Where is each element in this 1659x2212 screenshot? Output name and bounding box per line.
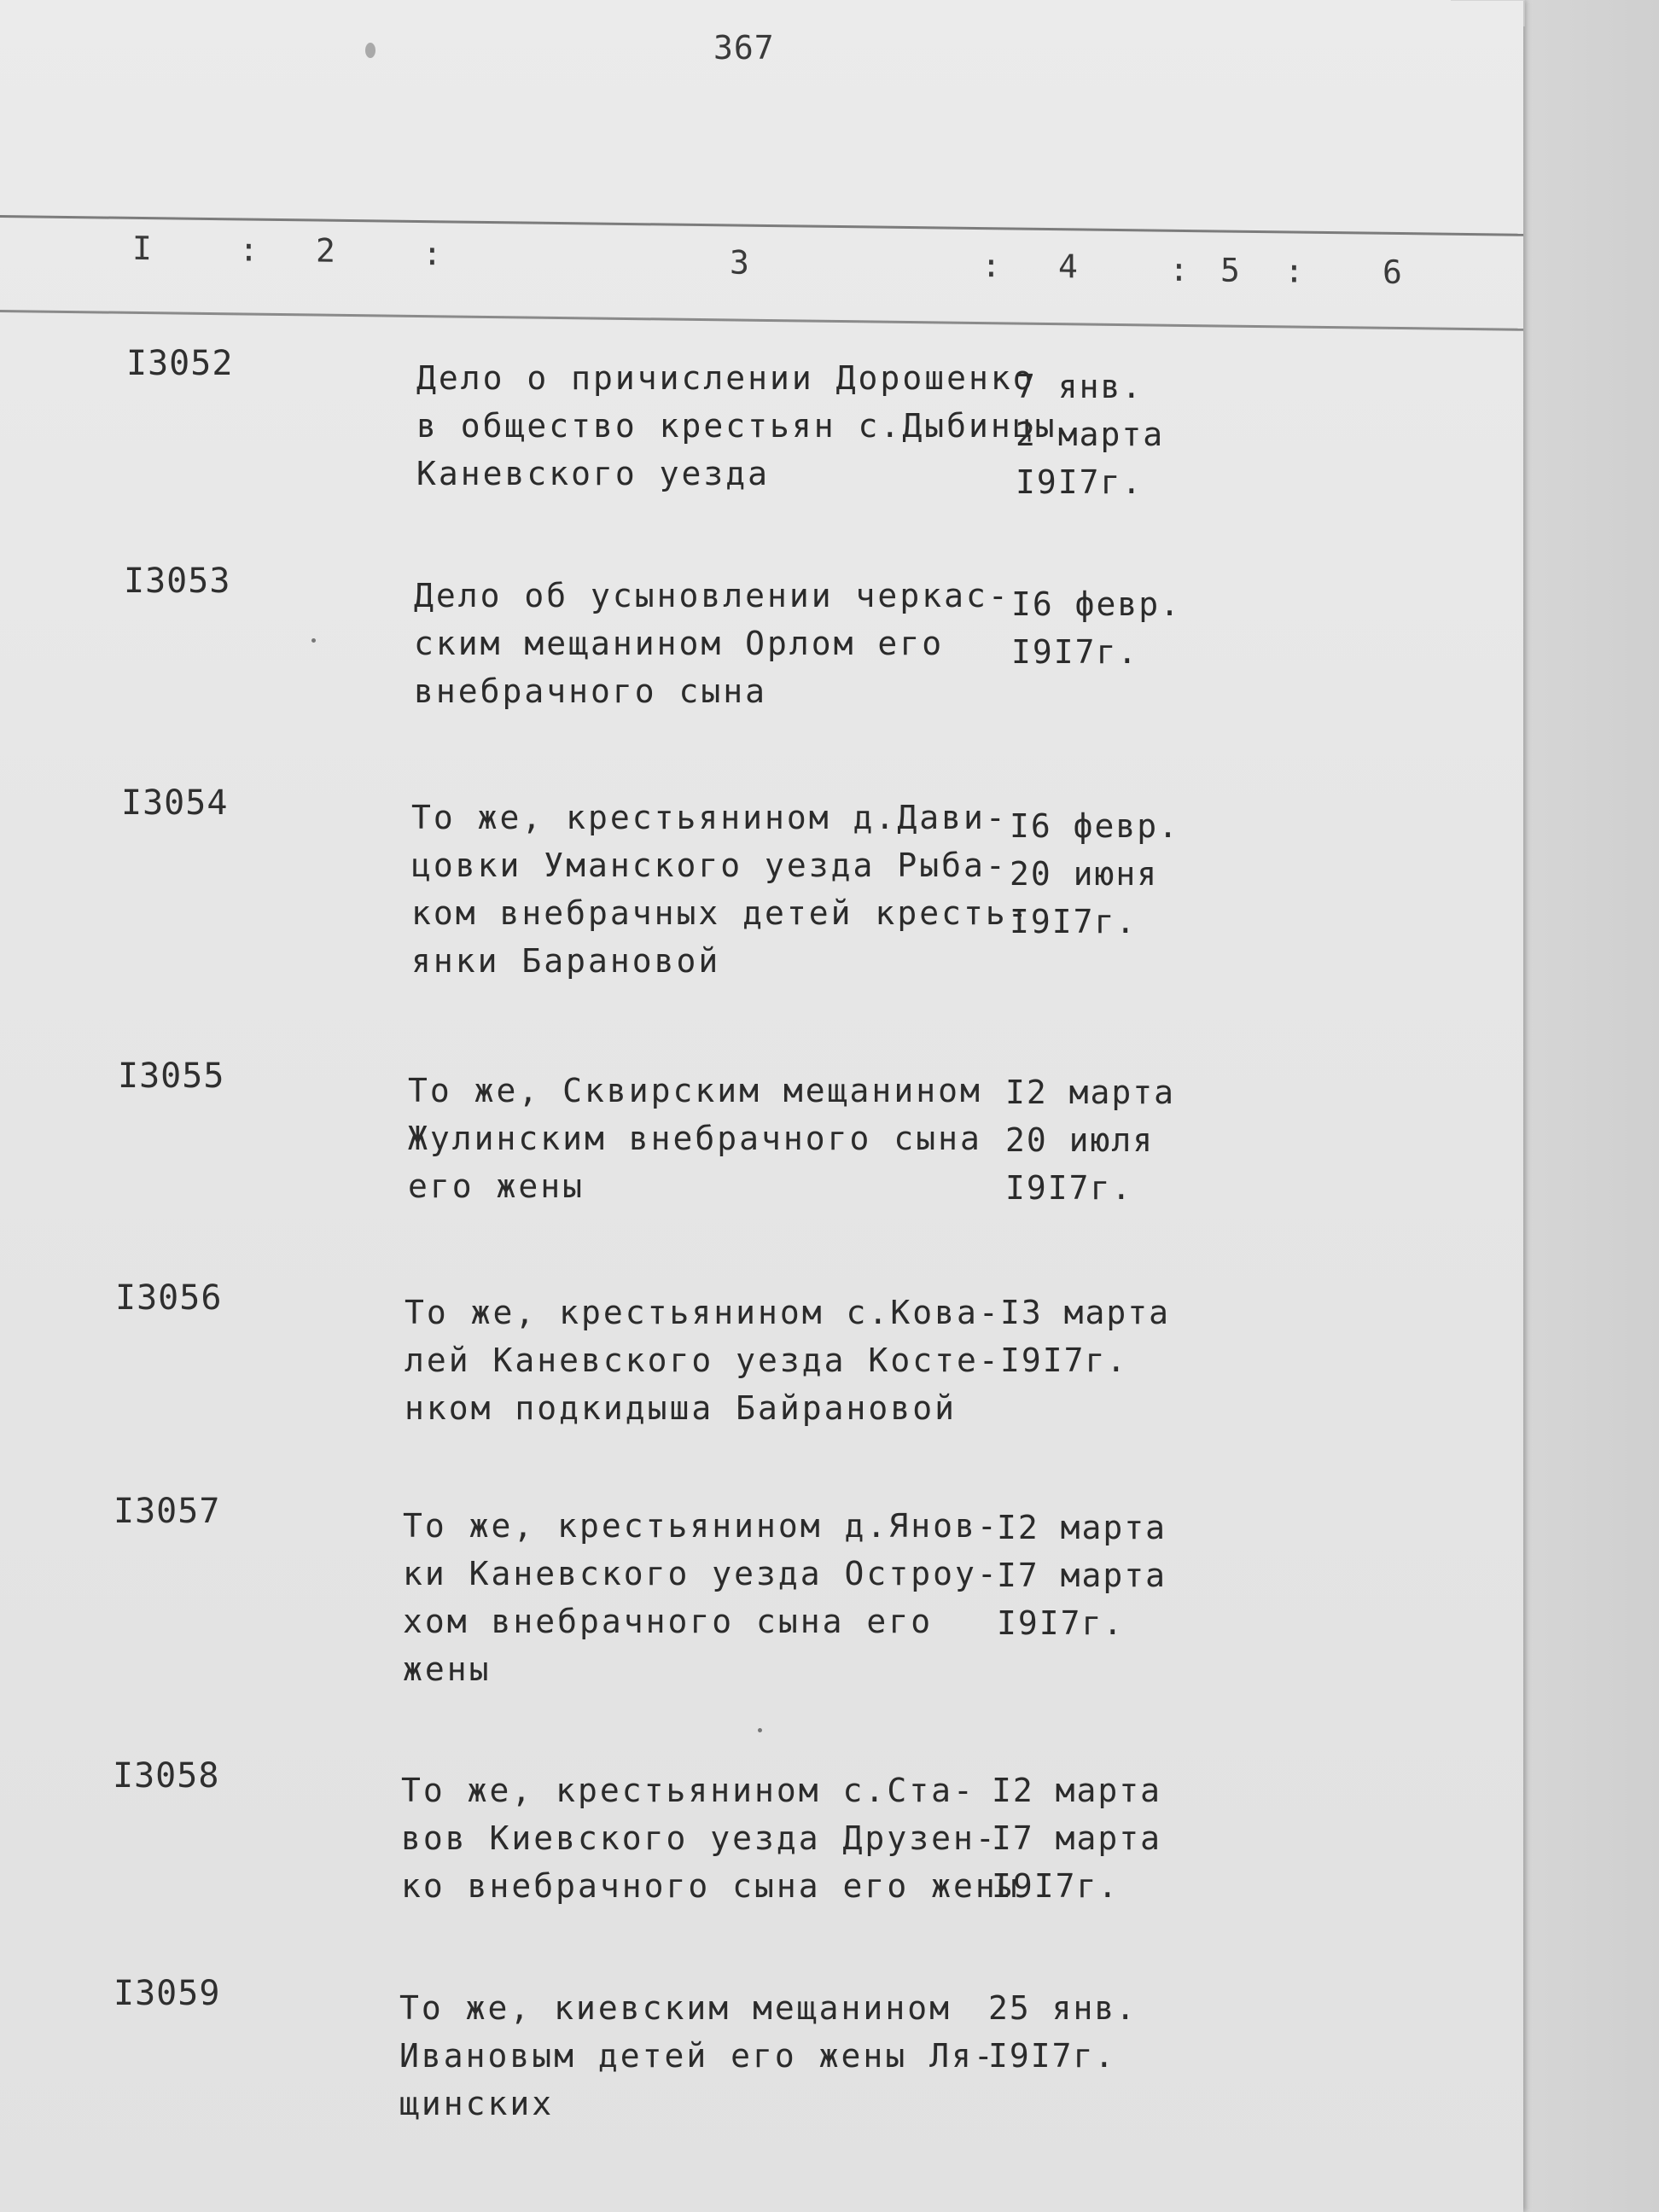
record-date-line: I2 марта <box>992 1772 1162 1809</box>
ink-speck <box>311 638 316 643</box>
record-dates <box>992 1767 1161 1910</box>
record-number: I3053 <box>124 562 231 601</box>
record-dates <box>1005 1068 1175 1212</box>
record-date-line: 25 янв. <box>988 1989 1138 2027</box>
record-date-line: I9I7г. <box>992 1867 1120 1905</box>
record-title-line: Каневского уезда <box>416 455 771 492</box>
record-title-line: То же, крестьянином с.Кова- <box>405 1294 1001 1331</box>
record-title <box>414 572 1010 715</box>
record-number: I3057 <box>114 1492 221 1531</box>
record-date-line: 20 июня <box>1010 855 1159 893</box>
record-date-line: I9I7г. <box>1010 903 1138 940</box>
record-date-line: I3 марта <box>1000 1294 1171 1331</box>
record-title <box>416 354 1057 498</box>
record-title-line: То же, крестьянином д.Дави- <box>411 799 1008 836</box>
record-dates <box>997 1504 1167 1647</box>
record-number: I3058 <box>113 1756 220 1796</box>
record-title-line: Ивановым детей его жены Ля- <box>399 2037 996 2075</box>
column-separator: : <box>981 247 1001 285</box>
record-title <box>401 1767 1020 1910</box>
record-date-line: I9I7г. <box>1016 463 1144 501</box>
ink-speck <box>758 1728 762 1732</box>
record-title-line: цовки Уманского уезда Рыба- <box>411 847 1008 884</box>
page-edges <box>1451 0 1525 26</box>
column-separator: : <box>422 235 442 273</box>
column-number-4: 4 <box>1058 247 1078 286</box>
record-dates <box>1010 802 1179 946</box>
record-title-line: ским мещанином Орлом его <box>414 625 945 662</box>
record-title-line: янки Барановой <box>411 942 721 980</box>
record-title-line: внебрачного сына <box>414 672 768 710</box>
record-title-line: его жены <box>408 1167 585 1205</box>
record-title-line: То же, крестьянином д.Янов- <box>403 1507 999 1545</box>
record-date-line: 7 янв. <box>1016 368 1144 405</box>
record-date-line: I6 февр. <box>1011 585 1182 623</box>
record-date-line: I7 марта <box>992 1819 1162 1857</box>
record-number: I3056 <box>115 1278 223 1318</box>
record-date-line: I9I7г. <box>1011 633 1139 671</box>
record-date-line: I9I7г. <box>1005 1169 1133 1207</box>
record-title-line: То же, Сквирским мещанином <box>408 1072 982 1109</box>
column-number-6: 6 <box>1382 253 1402 292</box>
record-date-line: I7 марта <box>997 1557 1167 1594</box>
record-title-line: ки Каневского уезда Остроу- <box>403 1555 999 1592</box>
record-title-line: Дело о причислении Дорошенко <box>416 359 1035 397</box>
column-number-3: 3 <box>730 243 749 282</box>
record-title-line: лей Каневского уезда Косте- <box>405 1342 1001 1379</box>
record-title-line: хом внебрачного сына его <box>403 1603 934 1640</box>
record-title <box>403 1502 999 1693</box>
record-title <box>411 794 1030 985</box>
record-date-line: I2 марта <box>997 1509 1167 1546</box>
record-title-line: в общество крестьян с.Дыбинцы <box>416 407 1057 445</box>
record-date-line: 20 июля <box>1005 1121 1155 1159</box>
record-title-line: То же, киевским мещанином <box>399 1989 952 2027</box>
record-dates <box>1016 363 1164 506</box>
record-title <box>405 1289 1001 1432</box>
record-title-line: жены <box>403 1650 492 1688</box>
column-number-strip <box>0 215 1523 331</box>
background-right <box>1519 0 1659 2212</box>
record-date-line: I2 марта <box>1005 1074 1176 1111</box>
column-separator: : <box>1169 250 1189 289</box>
record-title-line: щинских <box>399 2085 555 2122</box>
record-title <box>408 1067 982 1210</box>
column-separator: : <box>1284 252 1304 290</box>
record-dates <box>1011 580 1181 676</box>
record-title-line: нком подкидыша Байрановой <box>405 1389 957 1427</box>
column-number-5: 5 <box>1220 251 1240 289</box>
record-date-line: I9I7г. <box>988 2037 1116 2075</box>
record-title-line: ком внебрачных детей кресть- <box>411 894 1030 932</box>
record-date-line: I9I7г. <box>1000 1342 1128 1379</box>
record-number: I3059 <box>114 1974 221 2013</box>
record-dates <box>1000 1289 1170 1384</box>
record-title-line: Дело об усыновлении черкас- <box>414 577 1010 614</box>
ink-speck <box>365 43 375 58</box>
record-title-line: вов Киевского уезда Друзен- <box>401 1819 998 1857</box>
page-number: 367 <box>713 29 775 67</box>
record-title <box>399 1984 996 2128</box>
record-date-line: I6 февр. <box>1010 807 1180 845</box>
record-date-line: I9I7г. <box>997 1604 1125 1642</box>
column-number-1: I <box>132 229 152 268</box>
record-number: I3054 <box>121 783 229 823</box>
record-date-line: 2 марта <box>1016 416 1165 453</box>
record-title-line: ко внебрачного сына его жены <box>401 1867 1020 1905</box>
record-number: I3052 <box>126 344 234 383</box>
record-title-line: То же, крестьянином с.Ста- <box>401 1772 975 1809</box>
record-title-line: Жулинским внебрачного сына <box>408 1120 982 1157</box>
record-number: I3055 <box>118 1057 225 1096</box>
column-separator: : <box>239 230 259 269</box>
record-dates <box>988 1984 1137 2080</box>
column-number-2: 2 <box>316 231 335 270</box>
